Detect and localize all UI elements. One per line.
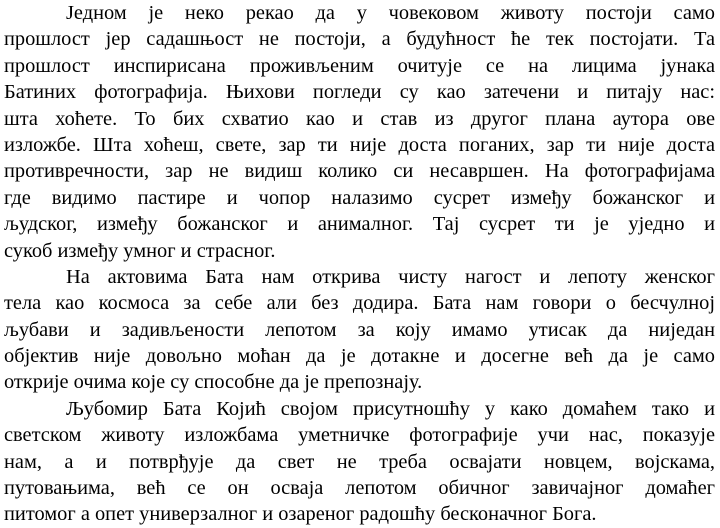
text-line: Једном је неко рекао да у човековом животу постоји само — [66, 2, 715, 24]
text-line: где видимо пастире и чопор налазимо сусрет између божанског и — [4, 186, 715, 209]
text-line: противречности, зар не видиш колико си несавршен. На фотографијама — [4, 160, 715, 183]
text-line: открије очима које су способне да је препознају. — [4, 371, 423, 394]
text-line: Батиних фотографија. Њихови погледи су као затечени и питају нас: — [4, 81, 715, 104]
text-line: тела као космоса за себе али без додира. Бата нам говори о бесчулној — [4, 292, 715, 315]
text-line: објектив није довољно моћан да је дотакне и досегне већ да је само — [4, 345, 715, 368]
text-line: питомог а опет универзалног и озареног радошћу бесконачног Бога. — [4, 503, 597, 526]
text-line: сукоб између умног и страсног. — [4, 239, 276, 262]
text-line: путовањима, већ се он осваја лепотом обичног завичајног домаћег — [4, 477, 715, 500]
text-line: прошлост јер садашњост не постоји, а будућност ће тек постојати. Та — [4, 28, 715, 51]
text-line: шта хоћете. То бих схватио као и став из другог плана аутора ове — [4, 107, 715, 130]
text-line: На актовима Бата нам открива чисту нагост и лепоту женског — [66, 265, 715, 288]
paragraph — [4, 396, 715, 528]
text-line: нам, а и потврђује да свет не треба освајати новцем, војскама, — [4, 450, 715, 473]
paragraph — [4, 0, 715, 264]
text-line: изложбе. Шта хоћеш, свете, зар ти није доста поганих, зар ти није доста — [4, 133, 715, 156]
text-line: љубави и задивљености лепотом за коју имамо утисак да ниједан — [4, 318, 715, 341]
text-line: прошлост инспирисана проживљеним очитује се на лицима јунака — [4, 54, 715, 77]
paragraph — [4, 264, 715, 396]
document-page — [4, 0, 715, 528]
text-line: светском животу изложбама уметничке фотографије учи нас, показује — [4, 424, 715, 447]
text-line: Љубомир Бата Којић својом присутношћу у како домаћем тако и — [66, 397, 715, 420]
text-line: људског, између божанског и анималног. Тај сусрет ти је уједно и — [4, 213, 715, 236]
